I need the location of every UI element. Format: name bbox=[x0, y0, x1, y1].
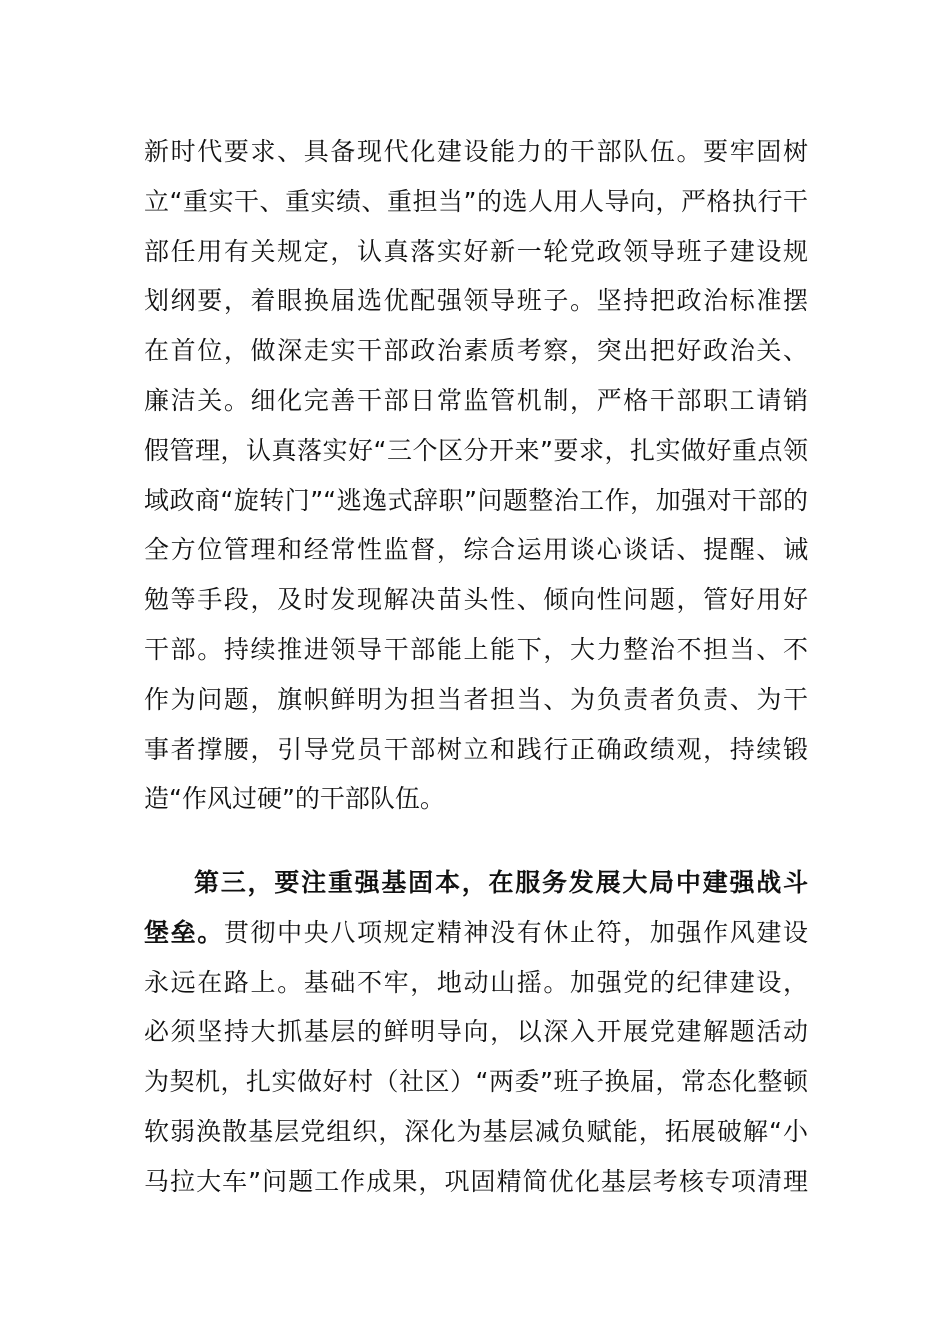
text-line: 域政商“旋转门”“逃逸式辞职”问题整治工作，加强对干部的 bbox=[144, 485, 808, 515]
section-heading: 第三，要注重强基固本，在服务发展大局中建强战斗 bbox=[194, 868, 808, 897]
paragraph-cadre-team bbox=[144, 127, 808, 824]
text-line: 造“作风过硬”的干部队伍。 bbox=[144, 784, 445, 814]
text-line: 部任用有关规定，认真落实好新一轮党政领导班子建设规 bbox=[144, 236, 808, 266]
text-line: 干部。持续推进领导干部能上能下，大力整治不担当、不 bbox=[144, 634, 808, 664]
paragraph-third-point bbox=[144, 858, 808, 1207]
text-line: 假管理，认真落实好“三个区分开来”要求，扎实做好重点领 bbox=[144, 435, 808, 465]
text-line: 划纲要，着眼换届选优配强领导班子。坚持把政治标准摆 bbox=[144, 286, 808, 316]
section-heading-end: 堡垒。 bbox=[144, 917, 224, 947]
text-line: 必须坚持大抓基层的鲜明导向，以深入开展党建解题活动 bbox=[144, 1017, 808, 1047]
text-line: 新时代要求、具备现代化建设能力的干部队伍。要牢固树 bbox=[144, 137, 808, 166]
text-line: 全方位管理和经常性监督，综合运用谈心谈话、提醒、诫 bbox=[144, 535, 808, 565]
text-line: 永远在路上。基础不牢，地动山摇。加强党的纪律建设， bbox=[144, 967, 808, 997]
text-line: 马拉大车”问题工作成果，巩固精简优化基层考核专项清理 bbox=[144, 1166, 808, 1196]
text-fragment: 贯彻中央八项规定精神没有休止符，加强作风建设 bbox=[223, 917, 808, 947]
text-line: 廉洁关。细化完善干部日常监管机制，严格干部职工请销 bbox=[144, 385, 808, 415]
text-line: 在首位，做深走实干部政治素质考察，突出把好政治关、 bbox=[144, 336, 808, 366]
text-line: 作为问题，旗帜鲜明为担当者担当、为负责者负责、为干 bbox=[144, 684, 808, 714]
text-line: 软弱涣散基层党组织，深化为基层减负赋能，拓展破解“小 bbox=[144, 1116, 808, 1146]
text-line: 立“重实干、重实绩、重担当”的选人用人导向，严格执行干 bbox=[144, 186, 808, 216]
text-line bbox=[144, 908, 808, 958]
text-line: 事者撑腰，引导党员干部树立和践行正确政绩观，持续锻 bbox=[144, 734, 808, 764]
text-line: 勉等手段，及时发现解决苗头性、倾向性问题，管好用好 bbox=[144, 585, 808, 615]
text-line: 为契机，扎实做好村（社区）“两委”班子换届，常态化整顿 bbox=[144, 1067, 808, 1097]
